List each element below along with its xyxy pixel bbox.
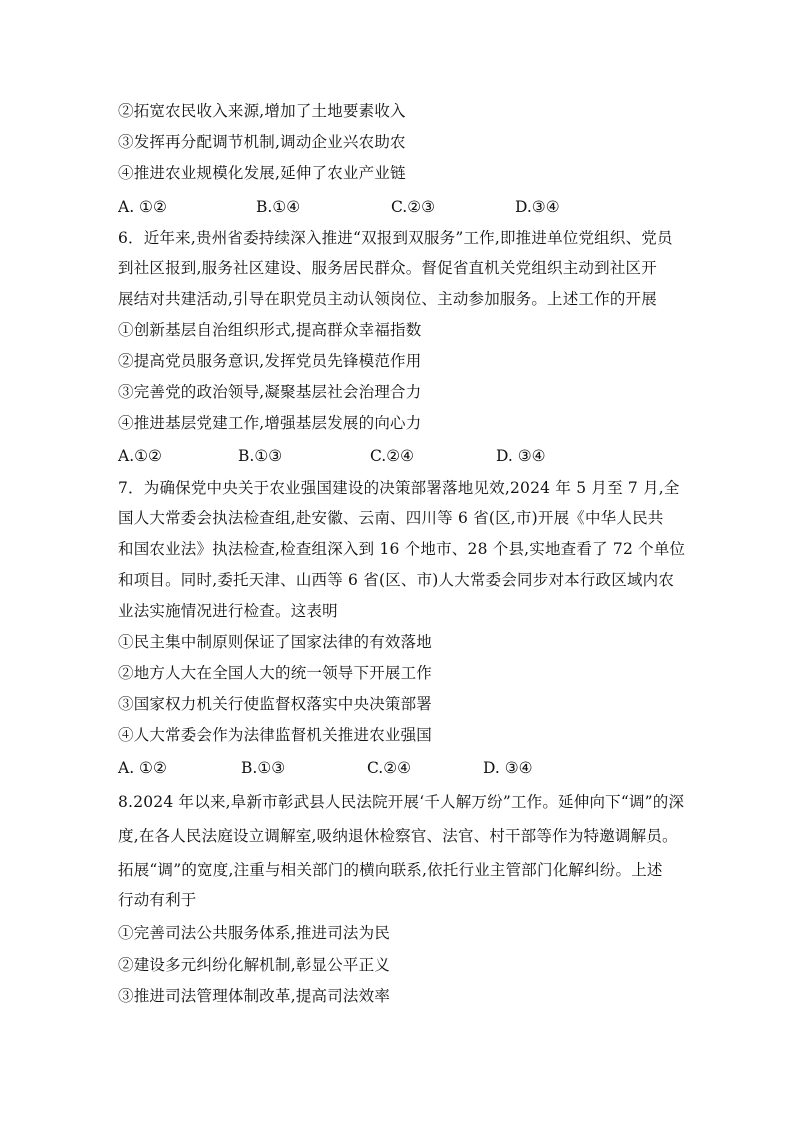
q7-stem-line: 和国农业法》执法检查,检查组深入到 16 个地市、28 个县,实地查看了 72 个单位 [118, 540, 686, 558]
q7-option-a: A. ①② [118, 759, 167, 777]
q6-item-2: ②提高党员服务意识,发挥党员先锋模范作用 [118, 352, 422, 370]
q7-stem-line: 国人大常委会执法检查组,赴安徽、云南、四川等 6 省(区,市)开展《中华人民共 [118, 509, 664, 527]
q7-stem-line: 和项目。同时,委托天津、山西等 6 省(区、市)人大常委会同步对本行政区域内农 [118, 571, 675, 589]
prev-option-b: B.①④ [256, 198, 301, 216]
prev-item-4: ④推进农业规模化发展,延伸了农业产业链 [118, 164, 406, 182]
q8-item-3: ③推进司法管理体制改革,提高司法效率 [118, 987, 391, 1005]
q7-item-4: ④人大常委会作为法律监督机关推进农业强国 [118, 726, 433, 744]
q6-option-d: D. ③④ [496, 447, 546, 465]
q7-option-b: B.①③ [241, 759, 286, 777]
q7-option-d: D. ③④ [483, 759, 533, 777]
prev-option-c: C.②③ [391, 198, 436, 216]
q8-stem-line: 度,在各人民法庭设立调解室,吸纳退休检察官、法官、村干部等作为特邀调解员。 [118, 827, 678, 845]
q6-option-c: C.②④ [370, 447, 415, 465]
q6-stem-line: 6．近年来,贵州省委持续深入推进“双报到双服务”工作,即推进单位党组织、党员 [118, 229, 673, 247]
q6-stem-line: 展结对共建活动,引导在职党员主动认领岗位、主动参加服务。上述工作的开展 [118, 290, 657, 308]
q7-stem-line: 业法实施情况进行检查。这表明 [118, 602, 338, 620]
q7-option-c: C.②④ [367, 759, 412, 777]
q7-item-1: ①民主集中制原则保证了国家法律的有效落地 [118, 633, 433, 651]
q8-stem-line: 8.2024 年以来,阜新市彰武县人民法院开展‘千人解万纷”工作。延伸向下“调”的深 [118, 793, 685, 811]
q7-item-2: ②地方人大在全国人大的统一领导下开展工作 [118, 664, 433, 682]
q8-stem-line: 行动有利于 [118, 891, 197, 909]
q6-option-b: B.①③ [238, 447, 283, 465]
q7-item-3: ③国家权力机关行使监督权落实中央决策部署 [118, 695, 433, 713]
q8-item-1: ①完善司法公共服务体系,推进司法为民 [118, 924, 391, 942]
q8-item-2: ②建设多元纠纷化解机制,彰显公平正义 [118, 956, 391, 974]
prev-option-d: D.③④ [515, 198, 560, 216]
q8-stem-line: 拓展“调”的宽度,注重与相关部门的横向联系,依托行业主管部门化解纠纷。上述 [118, 861, 663, 879]
q6-item-1: ①创新基层自治组织形式,提高群众幸福指数 [118, 321, 422, 339]
q7-stem-line: 7．为确保党中央关于农业强国建设的决策部署落地见效,2024 年 5 月至 7 月,全 [118, 479, 680, 497]
prev-option-a: A. ①② [118, 198, 167, 216]
prev-item-2: ②拓宽农民收入来源,增加了土地要素收入 [118, 102, 406, 120]
q6-option-a: A.①② [118, 447, 162, 465]
prev-item-3: ③发挥再分配调节机制,调动企业兴农助农 [118, 133, 406, 151]
q6-item-4: ④推进基层党建工作,增强基层发展的向心力 [118, 414, 422, 432]
q6-stem-line: 到社区报到,服务社区建设、服务居民群众。督促省直机关党组织主动到社区开 [118, 259, 657, 277]
q6-item-3: ③完善党的政治领导,凝聚基层社会治理合力 [118, 383, 422, 401]
